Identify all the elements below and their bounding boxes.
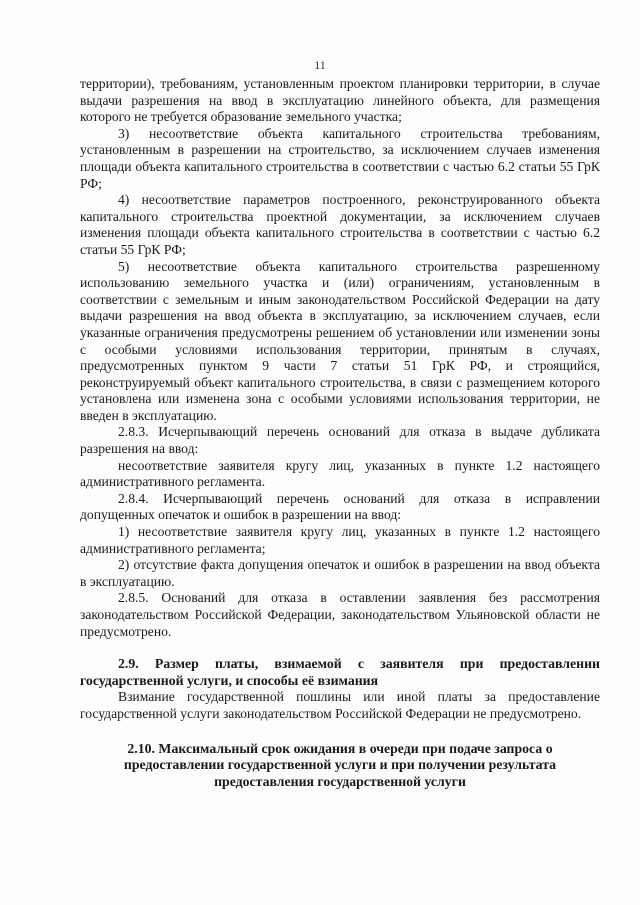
paragraph-2-8-4: 2.8.4. Исчерпывающий перечень оснований для отказа в исправлении допущенных опечаток и ошибок в разрешении на ввод: — [80, 490, 600, 523]
paragraph-2-8-3-item: несоответствие заявителя кругу лиц, указанных в пункте 1.2 настоящего административного регламента. — [80, 457, 600, 490]
paragraph-2-8-4-item-2: 2) отсутствие факта допущения опечаток и ошибок в разрешении на ввод объекта в эксплуатацию. — [80, 557, 600, 589]
paragraph-2-8-5: 2.8.5. Оснований для отказа в оставлении заявления без рассмотрения законодательством Российской Федерации, законодательством Ульяновской области не предусмотрено. — [80, 590, 600, 639]
section-2-10-heading: 2.10. Максимальный срок ожидания в очереди при подаче запроса о предоставлении государственной услуги и при получении результата предоставления государственной услуги — [123, 740, 557, 789]
paragraph-2-8-3: 2.8.3. Исчерпывающий перечень оснований для отказа в выдаче дубликата разрешения на ввод: — [80, 424, 600, 457]
paragraph-item-4: 4) несоответствие параметров построенного, реконструированного объекта капитального строительства проектной документации, за исключением случаев изменения площади объекта капитального строительства в соответствии с частью 6.2 статьи 55 ГрК РФ; — [80, 192, 600, 257]
section-2-9-heading: 2.9. Размер платы, взимаемой с заявителя при предоставлении государственной услуги, и способы её взимания — [80, 656, 600, 688]
section-2-9-text: Взимание государственной пошлины или иной платы за предоставление государственной услуги законодательством Российской Федерации не предусмотрено. — [80, 689, 600, 721]
paragraph-item-5: 5) несоответствие объекта капитального строительства разрешенному использованию земельного участка и (или) ограничениям, установленным в соответствии с земельным и иным законодательством Российской Федерации на дату выдачи разрешения на ввод объекта в эксплуатацию, за исключением случаев, если указанные ограничения предусмотрены решением об установлении или изменении зоны с особыми условиями использования территории, принятым в случаях, предусмотренных пунктом 9 части 7 статьи 51 ГрК РФ, и строящийся, реконструируемый объект капитального строительства, в связи с размещением которого установлена или изменена зона с особыми условиями использования территории, не введен в эксплуатацию. — [80, 258, 600, 423]
document-body — [80, 76, 600, 790]
paragraph-continuation: территории), требованиям, установленным проектом планировки территории, в случае выдачи разрешения на ввод в эксплуатацию линейного объекта, для размещения которого не требуется образование земельного участка; — [80, 76, 600, 125]
paragraph-2-8-4-item-1: 1) несоответствие заявителя кругу лиц, указанных в пункте 1.2 настоящего административного регламента; — [80, 524, 600, 556]
paragraph-item-3: 3) несоответствие объекта капитального строительства требованиям, установленным в разрешении на строительство, за исключением случаев изменения площади объекта капитального строительства в соответствии с частью 6.2 статьи 55 ГрК РФ; — [80, 125, 600, 191]
page-number: 11 — [314, 58, 326, 72]
